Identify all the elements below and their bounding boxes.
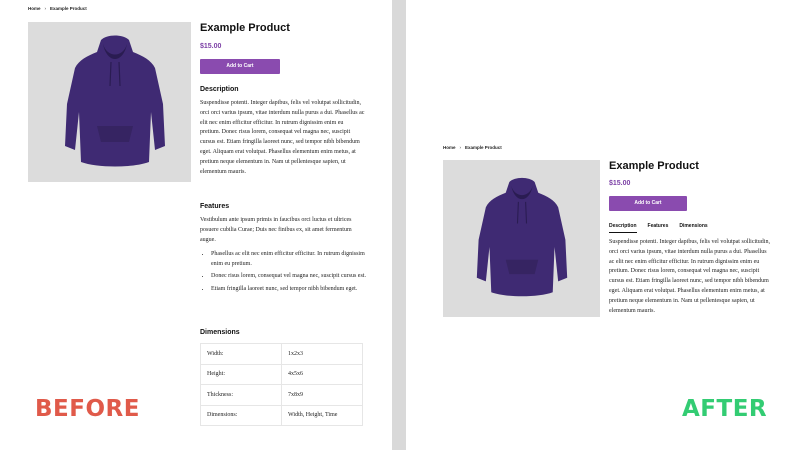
after-label: AFTER xyxy=(682,396,768,422)
product-image xyxy=(28,22,191,182)
panel-divider xyxy=(392,0,406,450)
product-tabs xyxy=(609,223,708,233)
dimension-label: Width: xyxy=(201,344,282,365)
breadcrumb xyxy=(443,145,502,150)
dimension-value: 7x8x9 xyxy=(282,385,363,406)
after-panel xyxy=(406,0,800,450)
table-row xyxy=(201,364,363,385)
dimension-label: Thickness: xyxy=(201,385,282,406)
breadcrumb-home[interactable]: Home xyxy=(28,6,41,11)
list-item: • Donec risus lorem, consequat vel magna nec, suscipit cursus est. xyxy=(211,272,367,282)
breadcrumb xyxy=(28,6,87,11)
dimensions-table xyxy=(200,343,363,426)
description-heading: Description xyxy=(200,86,239,93)
breadcrumb-current: Example Product xyxy=(50,6,87,11)
list-item: • Phasellus ac elit nec enim efficitur efficitur. In rutrum dignissim enim eu pretium. xyxy=(211,250,367,270)
breadcrumb-current: Example Product xyxy=(465,145,502,150)
before-label: BEFORE xyxy=(35,396,140,422)
table-row xyxy=(201,385,363,406)
add-to-cart-button[interactable]: Add to Cart xyxy=(200,59,280,74)
dimension-value: 4x5x6 xyxy=(282,364,363,385)
breadcrumb-separator: › xyxy=(459,145,462,150)
tab-description[interactable]: Description xyxy=(609,223,637,233)
dimension-label: Height: xyxy=(201,364,282,385)
product-title: Example Product xyxy=(200,22,290,34)
breadcrumb-home[interactable]: Home xyxy=(443,145,456,150)
tab-features[interactable]: Features xyxy=(647,223,669,229)
dimension-value: Width, Height, Time xyxy=(282,405,363,426)
description-text: Suspendisse potenti. Integer dapibus, felis vel volutpat sollicitudin, orci orci varius ipsum, vitae interdum nulla purus a dui. Phasellus ac elit nec enim efficitur efficitur. In rutrum dignissim enim eu pretium. Donec risus lorem, consequat vel magna nec, suscipit cursus est. Etiam fringilla laoreet nunc, sed tempor nibh bibendum eget. Aliquam erat volutpat. Phasellus elementum enim metus, at pretium neque elementum in. Nam ut pellentesque sapien, ut elementum mauris. xyxy=(200,100,365,175)
tab-dimensions[interactable]: Dimensions xyxy=(679,223,708,229)
dimensions-heading: Dimensions xyxy=(200,329,240,336)
description-text: Suspendisse potenti. Integer dapibus, felis vel volutpat sollicitudin, orci orci varius ipsum, vitae interdum nulla purus a dui. Phasellus ac elit nec enim efficitur efficitur. In rutrum dignissim enim eu pretium. Donec risus lorem, consequat vel magna nec, suscipit cursus est. Etiam fringilla laoreet nunc, sed tempor nibh bibendum eget. Aliquam erat volutpat. Phasellus elementum enim metus, at pretium neque elementum in. Nam ut pellentesque sapien, ut elementum mauris. xyxy=(609,239,770,314)
product-title: Example Product xyxy=(609,160,699,172)
before-panel xyxy=(0,0,392,450)
breadcrumb-separator: › xyxy=(44,6,47,11)
table-row xyxy=(201,405,363,426)
dimension-label: Dimensions: xyxy=(201,405,282,426)
list-item: • Etiam fringilla laoreet nunc, sed tempor nibh bibendum eget. xyxy=(211,285,367,295)
product-image xyxy=(443,160,600,317)
product-price: $15.00 xyxy=(609,180,631,187)
features-list xyxy=(200,250,367,297)
table-row xyxy=(201,344,363,365)
product-price: $15.00 xyxy=(200,43,222,50)
dimension-value: 1x2x3 xyxy=(282,344,363,365)
hoodie-image xyxy=(475,176,569,300)
add-to-cart-button[interactable]: Add to Cart xyxy=(609,196,687,211)
hoodie-image xyxy=(63,34,167,170)
features-text: Vestibulum ante ipsum primis in faucibus orci luctus et ultrices posuere cubilia Curae; Duis nec finibus ex, sit amet fermentum augue. xyxy=(200,217,352,243)
features-heading: Features xyxy=(200,203,230,210)
